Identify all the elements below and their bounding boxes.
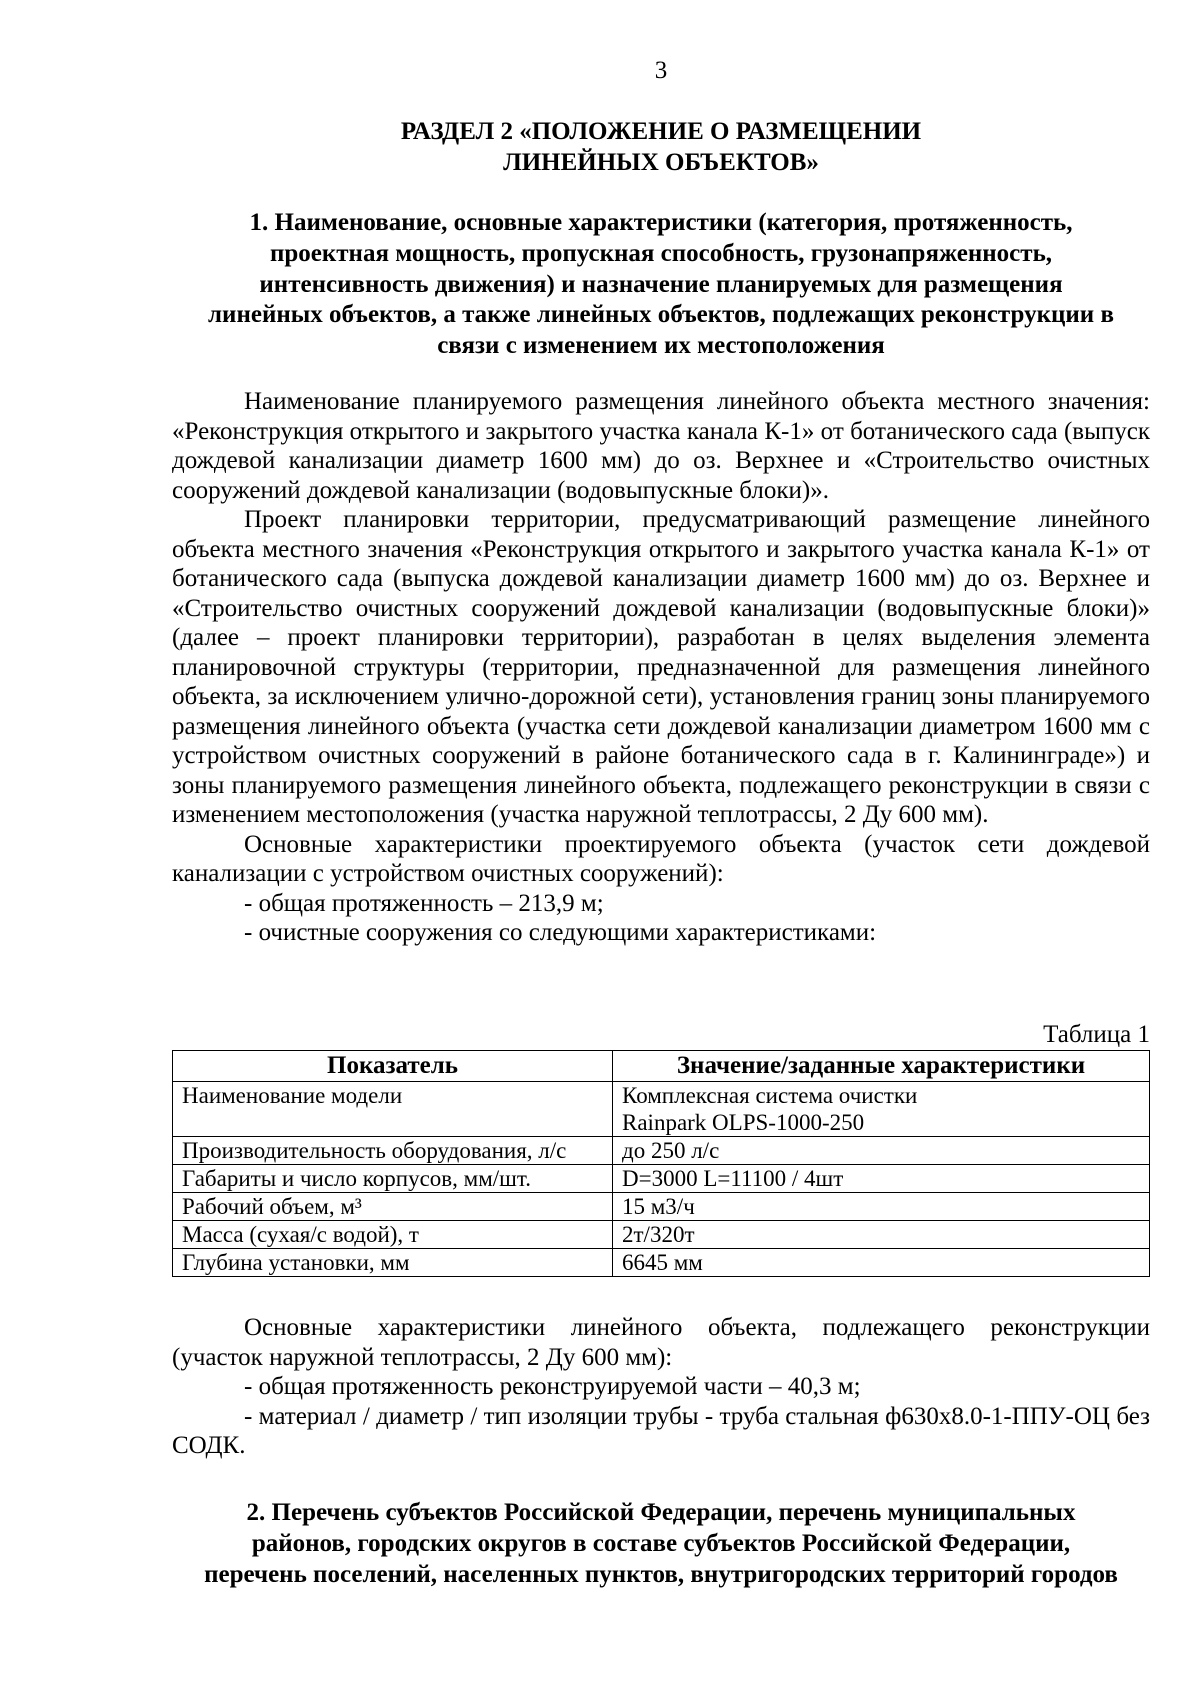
body-text-block-1 [172, 387, 1150, 948]
table-header-cell: Значение/заданные характеристики [613, 1051, 1150, 1082]
heading-2-line: 2. Перечень субъектов Российской Федерации, перечень муниципальных [246, 1499, 1076, 1526]
paragraph: Основные характеристики линейного объекта, подлежащего реконструкции (участок наружной теплотрассы, 2 Ду 600 мм): [172, 1314, 1150, 1371]
table-cell-param: Габариты и число корпусов, мм/шт. [173, 1165, 613, 1193]
heading-1 [172, 208, 1150, 362]
heading-1-line: проектная мощность, пропускная способность, грузонапряженность, [269, 239, 1053, 267]
table-cell-value: D=3000 L=11100 / 4шт [613, 1165, 1150, 1193]
heading-2 [172, 1498, 1150, 1590]
heading-1-line: связи с изменением их местоположения [437, 332, 885, 360]
heading-2-line: районов, городских округов в составе субъектов Российской Федерации, [251, 1529, 1071, 1557]
table-row [173, 1249, 1150, 1277]
body-text-block-2 [172, 1313, 1150, 1461]
page-number: 3 [654, 57, 668, 84]
bullet-item: - общая протяженность реконструируемой части – 40,3 м; [244, 1373, 861, 1400]
table-cell-param: Производительность оборудования, л/с [173, 1137, 613, 1165]
table-cell-param: Глубина установки, мм [173, 1249, 613, 1277]
table-row [173, 1137, 1150, 1165]
table-cell-value: до 250 л/с [613, 1137, 1150, 1165]
paragraph: Наименование планируемого размещения линейного объекта местного значения: «Реконструкция открытого и закрытого участка канала К-1» от ботанического сада (выпуск дождевой канализации диаметр 1600 мм) до оз. Верхнее и «Строительство очистных сооружений дождевой канализации (водовыпускные блоки)». [172, 388, 1150, 504]
table-cell-param: Рабочий объем, м³ [173, 1193, 613, 1221]
section-title-line: ЛИНЕЙНЫХ ОБЪЕКТОВ» [503, 149, 819, 176]
bullet-item: - общая протяженность – 213,9 м; [244, 889, 604, 917]
table-row [173, 1082, 1150, 1137]
table-caption: Таблица 1 [1043, 1021, 1150, 1048]
table-cell-param: Масса (сухая/с водой), т [173, 1221, 613, 1249]
table-cell-value-line: Rainpark OLPS-1000-250 [622, 1110, 865, 1135]
bullet-item: - очистные сооружения со следующими характеристиками: [244, 919, 877, 946]
heading-2-line: перечень поселений, населенных пунктов, внутригородских территорий городов [204, 1560, 1118, 1588]
table-row [173, 1193, 1150, 1221]
heading-1-line: линейных объектов, а также линейных объектов, подлежащих реконструкции в [208, 301, 1114, 329]
table-header-cell: Показатель [173, 1051, 613, 1082]
heading-1-line: интенсивность движения) и назначение планируемых для размещения [259, 270, 1063, 298]
section-title-line: РАЗДЕЛ 2 «ПОЛОЖЕНИЕ О РАЗМЕЩЕНИИ [400, 118, 922, 145]
table-row [173, 1221, 1150, 1249]
bullet-item: - материал / диаметр / тип изоляции трубы - труба стальная ф630х8.0-1-ППУ-ОЦ без СОДК. [172, 1402, 1150, 1459]
table-header-row [173, 1051, 1150, 1082]
paragraph: Основные характеристики проектируемого объекта (участок сети дождевой канализации с устройством очистных сооружений): [172, 830, 1150, 887]
table-cell-value [613, 1082, 1150, 1137]
table-cell-value-line: Комплексная система очистки [622, 1083, 918, 1108]
table-row [173, 1165, 1150, 1193]
section-title [0, 116, 1200, 178]
table-cell-param: Наименование модели [173, 1082, 613, 1137]
paragraph: Проект планировки территории, предусматривающий размещение линейного объекта местного значения «Реконструкция открытого и закрытого участка канала К-1» от ботанического сада (выпуска дождевой канализации диаметр 1600 мм) до оз. Верхнее и «Строительство очистных сооружений дождевой канализации (водовыпускные блоки)» (далее – проект планировки территории), разработан в целях выделения элемента планировочной структуры (территории, предназначенной для размещения линейного объекта, за исключением улично-дорожной сети), установления границ зоны планируемого размещения линейного объекта (участка сети дождевой канализации диаметром 1600 мм с устройством очистных сооружений в районе ботанического сада в г. Калининграде») и зоны планируемого размещения линейного объекта, подлежащего реконструкции в связи с изменением местоположения (участка наружной теплотрассы, 2 Ду 600 мм). [172, 506, 1150, 828]
table-cell-value: 6645 мм [613, 1249, 1150, 1277]
table-cell-value: 15 м3/ч [613, 1193, 1150, 1221]
table-cell-value: 2т/320т [613, 1221, 1150, 1249]
heading-1-line: 1. Наименование, основные характеристики (категория, протяженность, [249, 209, 1073, 236]
specifications-table [172, 1050, 1150, 1277]
